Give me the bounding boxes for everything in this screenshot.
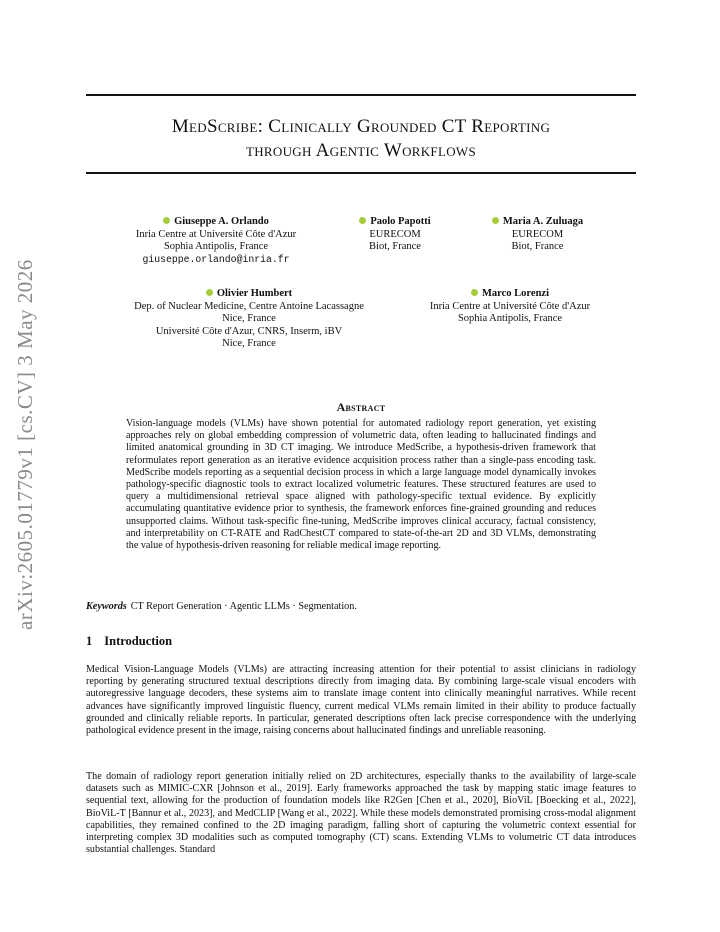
orcid-icon[interactable]	[359, 217, 366, 224]
intro-paragraph-1: Medical Vision-Language Models (VLMs) are attracting increasing attention for their potential to assist clinicians in radiology reporting by generating structured textual descriptions directly from imaging data. By combining large-scale visual encoders with autoregressive language decoders, these systems aim to translate image content into clinically meaningful narratives. While recent advances have significantly improved linguistic fluency, current medical VLMs remain limited in their ability to produce factually grounded and clinically reliable reports. In particular, generated descriptions often lack precise correspondence with the underlying pathological evidence present in the image, raising concerns about hallucinated findings and unreliable reasoning.	[86, 664, 636, 737]
author-email[interactable]: giuseppe.orlando@inria.fr	[142, 253, 290, 265]
orcid-icon[interactable]	[471, 289, 478, 296]
abstract-text: Vision-language models (VLMs) have shown potential for automated radiology report generation, yet existing approaches rely on global embedding compression of volumetric data, often leading to hallucinated findings and limited anatomical grounding in 3D CT imaging. We introduce MedScribe, a hypothesis-driven framework that reformulates report generation as an iterative evidence acquisition process rather than a single-pass encoding task. MedScribe models reporting as a sequential decision process in which a large language model dynamically invokes pathology-specific diagnostic tools to extract localized volumetric features. These structured features are used to query a multidimensional retrieval space aligned with pathology-specific textual evidence. By explicitly accumulating quantitative evidence prior to synthesis, the framework enforces fine-grained grounding and reduces unsupported claims. Without task-specific fine-tuning, MedScribe improves clinical accuracy, factual consistency, and interpretability on CT-RATE and RadChestCT compared to state-of-the-art 2D and 3D VLMs, demonstrating the value of hypothesis-driven reasoning for reliable medical image reporting.	[126, 418, 596, 552]
author-name: Paolo Papotti	[370, 216, 431, 227]
author-name: Giuseppe A. Orlando	[174, 216, 269, 227]
author-affiliation: Université Côte d'Azur, CNRS, Inserm, iBV	[155, 325, 343, 337]
author-block-humbert	[104, 288, 394, 351]
author-affiliation: Inria Centre at Université Côte d'Azur	[429, 300, 591, 312]
author-block-zuluaga	[470, 216, 605, 254]
section-title: Introduction	[104, 634, 173, 648]
author-name: Maria A. Zuluaga	[502, 216, 584, 227]
author-name: Olivier Humbert	[216, 288, 293, 299]
orcid-icon[interactable]	[206, 289, 213, 296]
arxiv-identifier: arXiv:2605.01779v1 [cs.CV] 3 May 2026	[13, 259, 37, 631]
orcid-icon[interactable]	[492, 217, 499, 224]
author-block-lorenzi	[410, 288, 610, 326]
author-affiliation: Dep. of Nuclear Medicine, Centre Antoine Lacassagne	[134, 300, 364, 312]
title-line-1: MedScribe: Clinically Grounded CT Reporting	[171, 116, 551, 137]
keywords-text: CT Report Generation · Agentic LLMs · Segmentation.	[130, 601, 357, 612]
arxiv-stamp	[10, 230, 50, 660]
keywords	[86, 601, 636, 612]
intro-paragraph-2: The domain of radiology report generation initially relied on 2D architectures, especially thanks to the availability of large-scale datasets such as MIMIC-CXR [Johnson et al., 2019]. Early frameworks approached the task by mapping static image features to sequential text, allowing for the production of foundation models like R2Gen [Chen et al., 2020], BioViL [Boecking et al., 2022], BioViL-T [Bannur et al., 2023], and MedCLIP [Wang et al., 2022]. While these models demonstrated promising cross-modal alignment capabilities, they remained confined to the 2D imaging paradigm, falling short of capturing the volumetric context essential for interpreting complex 3D modalities such as computed tomography (CT) scans. Extending VLMs to volumetric CT data introduces substantial challenges. Standard	[86, 771, 636, 856]
author-block-orlando	[106, 216, 326, 266]
author-affiliation: Nice, France	[222, 338, 276, 350]
author-affiliation: Sophia Antipolis, France	[457, 313, 563, 325]
author-affiliation: Biot, France	[511, 241, 564, 253]
author-affiliation: EURECOM	[511, 228, 564, 240]
title-line-2: through Agentic Workflows	[246, 140, 476, 161]
title-top-rule	[86, 94, 636, 96]
abstract-heading: Abstract	[336, 400, 386, 414]
author-name: Marco Lorenzi	[482, 288, 549, 299]
orcid-icon[interactable]	[163, 217, 170, 224]
title-bottom-rule	[86, 172, 636, 174]
author-affiliation: Nice, France	[222, 313, 276, 325]
author-affiliation: Sophia Antipolis, France	[163, 241, 269, 253]
author-affiliation: Biot, France	[369, 241, 421, 253]
keywords-label: Keywords	[86, 601, 127, 612]
author-affiliation: EURECOM	[369, 228, 421, 240]
author-block-papotti	[340, 216, 450, 254]
paper-title	[86, 115, 636, 163]
author-affiliation: Inria Centre at Université Côte d'Azur	[135, 228, 297, 240]
section-heading-introduction	[86, 634, 172, 649]
section-number: 1	[86, 634, 93, 648]
